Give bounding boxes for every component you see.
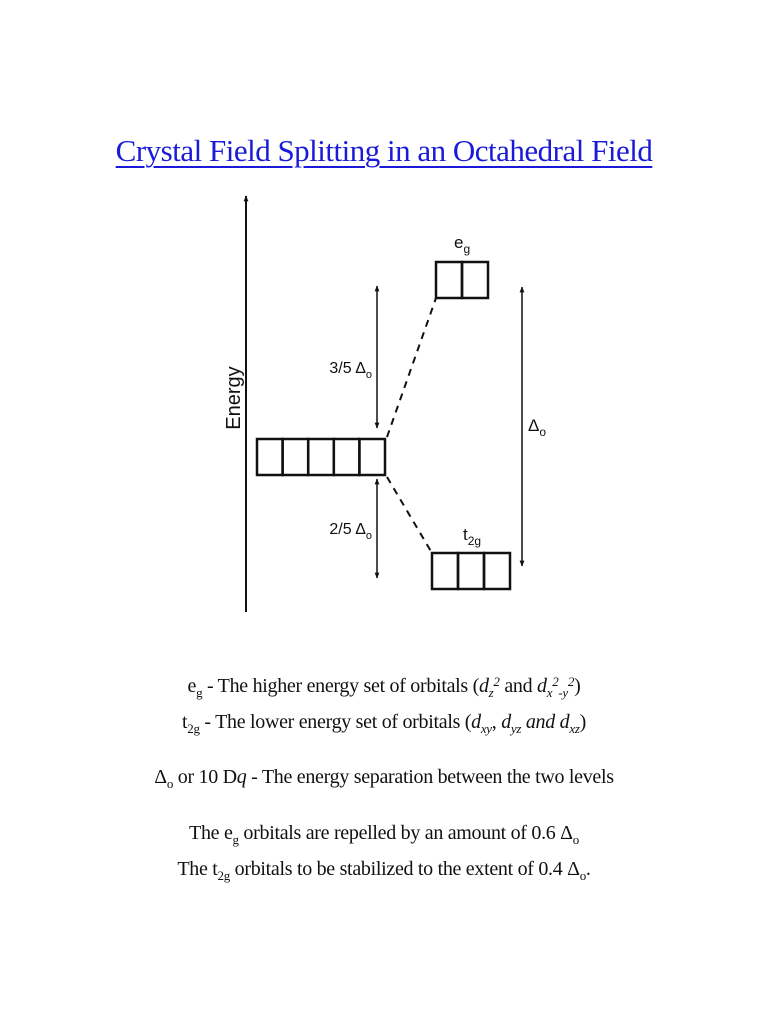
t2g-definition: $t_{2g}$ - The lower energy set of orbitals ($d_{xy}$, $d_{yz}$ and $d_{xz}$) [182,711,586,736]
orbital-box [359,439,385,475]
t2g-label: $t_{2g}$ [463,525,482,548]
upper-gap-label: 3/5 $\Delta_o$ [329,360,372,381]
energy-axis-label: Energy [223,366,245,430]
eg-orbitals [436,262,488,298]
orbital-box [462,262,488,298]
orbital-box [334,439,360,475]
connector-to-t2g [387,477,432,553]
connector-to-eg [387,298,436,437]
degenerate-d-orbitals [257,439,385,475]
orbital-box [257,439,283,475]
page-title[interactable]: Crystal Field Splitting in an Octahedral Field [115,133,653,168]
total-gap-label: $\Delta_o$ [528,416,547,439]
delta-definition-block [0,759,768,795]
delta-definition: $\Delta_o$ or 10 Dq - The energy separation between the two levels [154,766,614,791]
orbital-box [283,439,309,475]
orbital-box [436,262,462,298]
orbital-box [432,553,458,589]
lower-gap-label: 2/5 $\Delta_o$ [329,521,372,542]
eg-label: $e_g$ [454,233,471,256]
orbital-box [308,439,334,475]
orbital-definitions [0,668,768,740]
orbital-box [484,553,510,589]
energy-statements [0,815,768,887]
orbital-box [458,553,484,589]
t2g-orbitals [432,553,510,589]
t2g-stabilized-statement: The $t_{2g}$ orbitals to be stabilized to the extent of 0.4 $\Delta_o$. [177,858,591,883]
eg-definition: $e_g$ - The higher energy set of orbitals ($d_z^2$ and $d_x^2_{-y}^2$) [187,674,581,700]
eg-repelled-statement: The $e_g$ orbitals are repelled by an amount of 0.6 $\Delta_o$ [189,822,579,847]
